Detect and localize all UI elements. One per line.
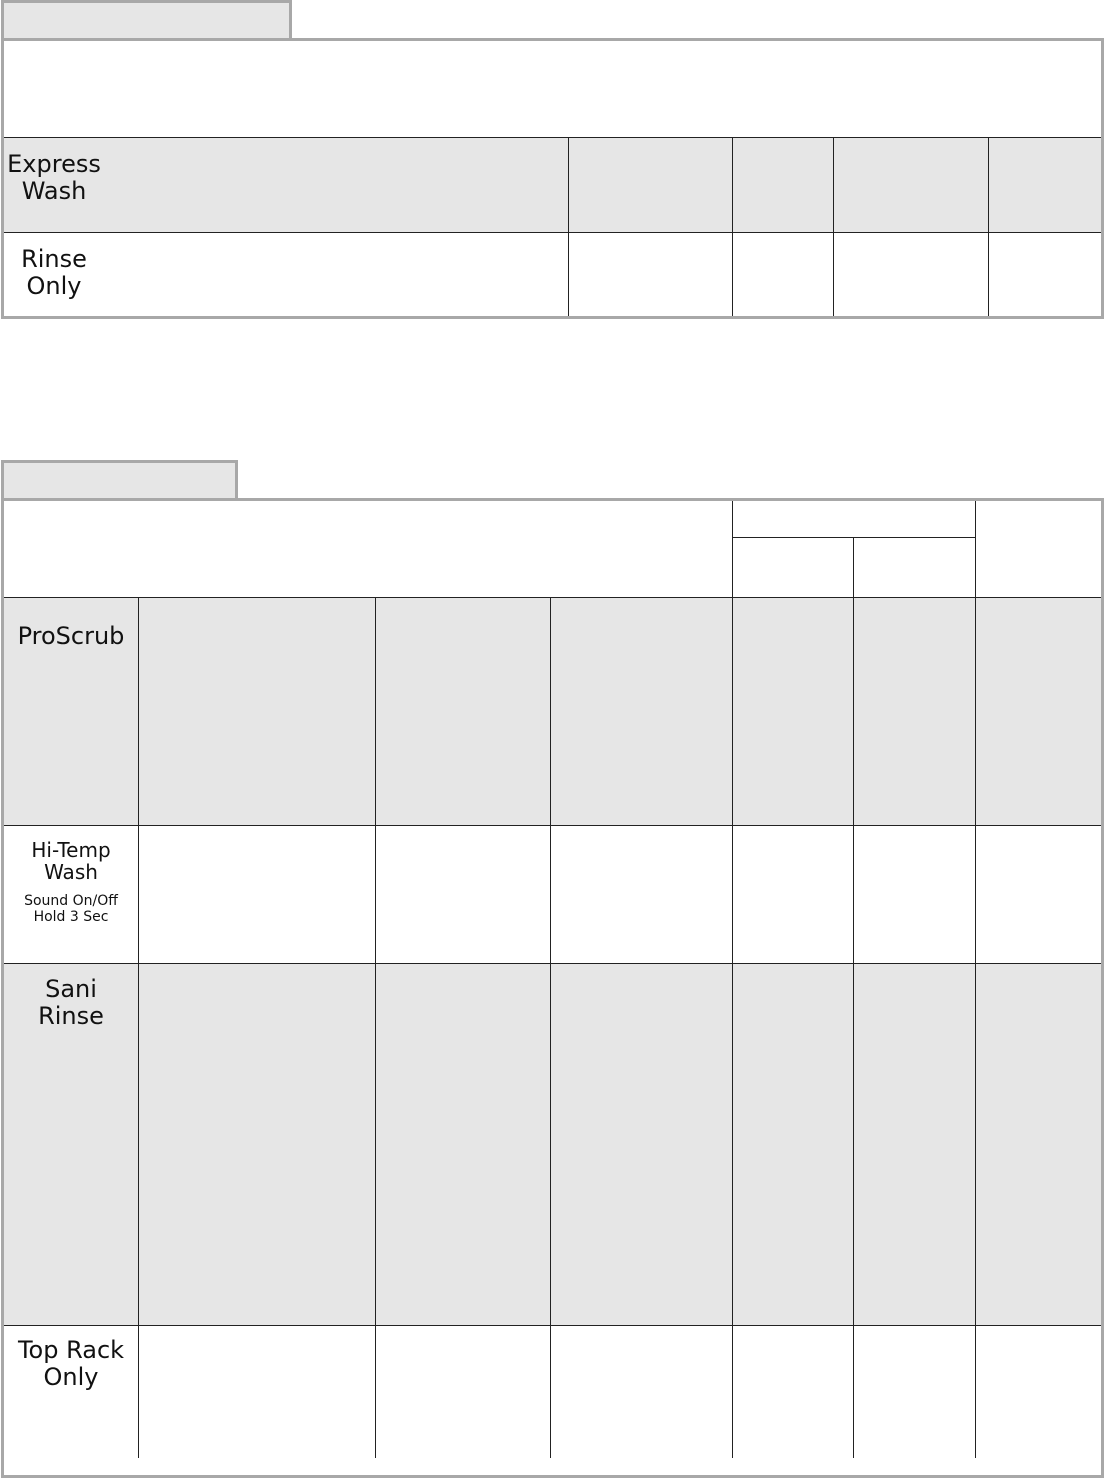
cycle-label-hi-temp-wash bbox=[4, 839, 138, 883]
sound-option-note bbox=[4, 893, 138, 925]
table2-col-divider bbox=[550, 598, 551, 1458]
cycle-label-line: Rinse bbox=[38, 1002, 104, 1030]
cycle-label-express-wash bbox=[6, 151, 102, 205]
table1-col-divider bbox=[833, 138, 834, 316]
cycle-label-proscrub bbox=[4, 623, 138, 650]
sound-note-line: Hold 3 Sec bbox=[33, 909, 109, 925]
table2-header-col-divider bbox=[975, 501, 976, 597]
table2-row-divider bbox=[4, 825, 1101, 826]
cycle-label-line: Hi-Temp bbox=[31, 838, 111, 862]
table2-col-divider bbox=[853, 598, 854, 1458]
table2-row-divider bbox=[4, 1325, 1101, 1326]
cycle-label-line: Express bbox=[7, 150, 101, 178]
table2-row-proscrub bbox=[4, 598, 1101, 825]
table2-col-divider bbox=[375, 598, 376, 1458]
cycle-label-line: Only bbox=[43, 1363, 99, 1391]
table2-row-sani-rinse bbox=[4, 964, 1101, 1325]
table2-col-divider bbox=[138, 598, 139, 1458]
table1-tab bbox=[1, 0, 292, 42]
table1-col-divider bbox=[568, 138, 569, 316]
table2-header-col-divider bbox=[853, 537, 854, 597]
cycle-label-line: ProScrub bbox=[17, 622, 125, 650]
cycle-label-line: Wash bbox=[21, 177, 87, 205]
cycle-label-top-rack-only bbox=[4, 1337, 138, 1391]
table2-col-divider bbox=[732, 598, 733, 1458]
cycle-label-line: Rinse bbox=[21, 245, 87, 273]
cycle-label-line: Wash bbox=[44, 860, 98, 884]
cycle-label-line: Top Rack bbox=[17, 1336, 125, 1364]
cycle-label-rinse-only bbox=[6, 246, 102, 300]
cycle-label-sani-rinse bbox=[4, 976, 138, 1030]
cycle-label-line: Only bbox=[26, 272, 82, 300]
table1-row-divider bbox=[4, 232, 1101, 233]
table2-header-col-divider bbox=[732, 501, 733, 597]
table1-row-express-wash bbox=[4, 138, 1101, 232]
table1-col-divider bbox=[732, 138, 733, 316]
table1-col-divider bbox=[988, 138, 989, 316]
table2-tab bbox=[1, 460, 238, 502]
sound-note-line: Sound On/Off bbox=[24, 893, 118, 909]
cycle-label-line: Sani bbox=[45, 975, 97, 1003]
table2-col-divider bbox=[975, 598, 976, 1458]
